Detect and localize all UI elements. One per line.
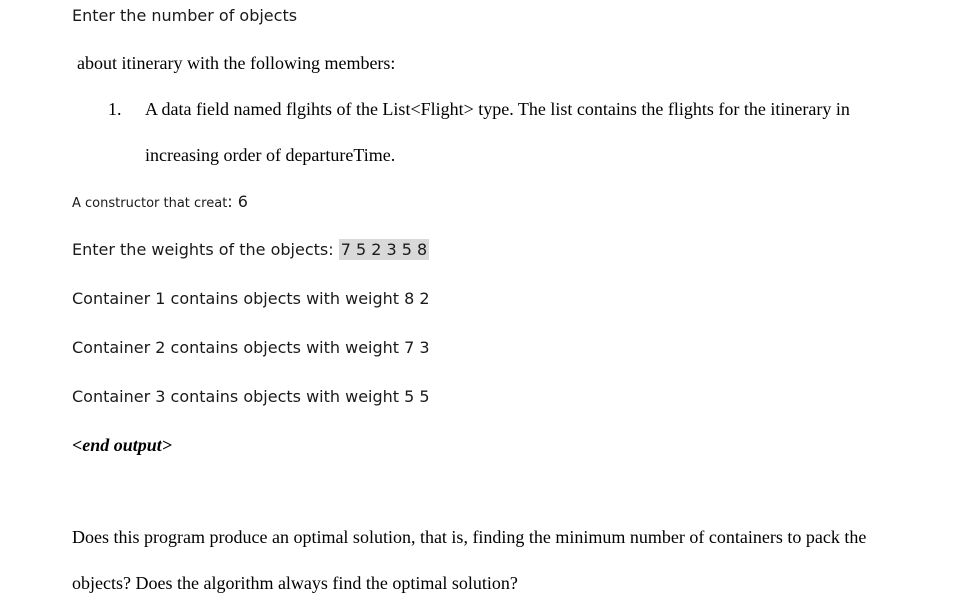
question-line-2: objects? Does the algorithm always find the optimal solution? — [72, 573, 518, 593]
list-item-text-line-2: increasing order of departureTime. — [145, 145, 396, 165]
container-3-line: Container 3 contains objects with weight 5 5 — [72, 387, 430, 406]
container-1-line: Container 1 contains objects with weight 8 2 — [72, 289, 430, 308]
list-item-number: 1. — [108, 99, 122, 119]
weights-prompt: Enter the weights of the objects: — [72, 240, 339, 259]
container-2-line: Container 2 contains objects with weight 7 3 — [72, 338, 430, 357]
constructor-line — [72, 194, 248, 211]
question-line-1: Does this program produce an optimal solution, that is, finding the minimum number of containers to pack the — [72, 527, 867, 547]
prompt-count-text: Enter the number of objects — [72, 6, 298, 25]
list-item-text-line-1: A data field named flgihts of the List<Flight> type. The list contains the flights for the itinerary in — [145, 99, 850, 119]
constructor-value: : 6 — [227, 192, 248, 211]
about-itinerary-text: about itinerary with the following members: — [77, 53, 396, 73]
weights-line — [72, 242, 429, 258]
constructor-prefix: A constructor that creat — [72, 196, 228, 211]
end-output-marker: <end output> — [72, 435, 173, 455]
weights-values: 7 5 2 3 5 8 — [340, 240, 428, 259]
